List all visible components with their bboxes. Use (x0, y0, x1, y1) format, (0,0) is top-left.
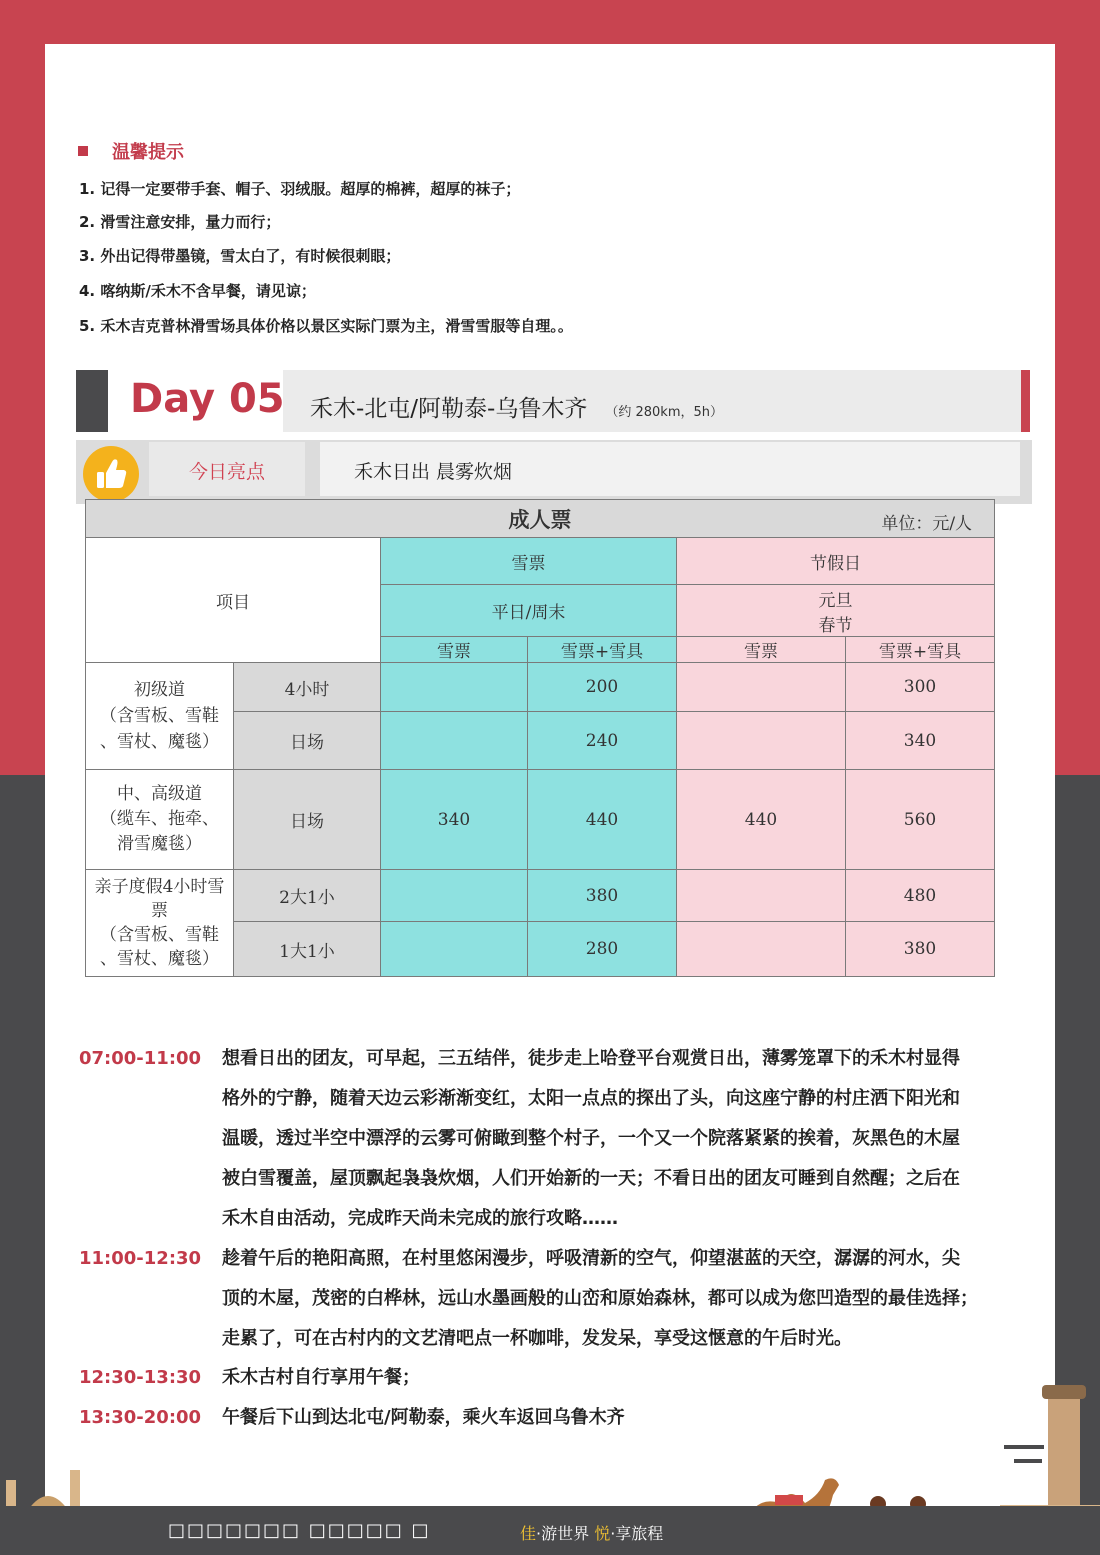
price-cell: 380 (846, 922, 995, 977)
duration-cell: 日场 (234, 770, 381, 870)
table-title: 成人票 (508, 506, 572, 532)
price-cell: 440 (528, 770, 677, 870)
row-advanced-name (86, 770, 234, 870)
price-cell: 200 (528, 663, 677, 712)
price-cell: 440 (677, 770, 846, 870)
schedule-text (222, 1039, 1030, 1239)
schedule-line: 走累了，可在古村内的文艺清吧点一杯咖啡，发发呆，享受这惬意的午后时光。 (222, 1328, 852, 1349)
schedule-time: 13:30-20:00 (79, 1407, 202, 1428)
schedule-line: 想看日出的团友，可早起，三五结伴，徒步走上哈登平台观赏日出，薄雾笼罩下的禾木村显得 (222, 1048, 960, 1069)
tip-item: 5. 禾木吉克普林滑雪场具体价格以景区实际门票为主，滑雪雪服等自理。。 (79, 317, 573, 335)
duration-cell: 2大1小 (234, 870, 381, 922)
item-header (86, 538, 381, 663)
row-name-line: 、雪杖、魔毯） (100, 949, 219, 969)
schedule-line: 顶的木屋，茂密的白桦林，远山水墨画般的山峦和原始森林，都可以成为您凹造型的最佳选择； (222, 1288, 978, 1309)
footer-placeholder-text: □□□□□□□ □□□□□ □ (168, 1520, 431, 1541)
tips-title-text: 温馨提示 (112, 142, 184, 163)
item-header-text: 项目 (216, 592, 250, 613)
duration-cell: 4小时 (234, 663, 381, 712)
schedule-text (222, 1398, 1030, 1438)
schedule-line: 温暖，透过半空中漂浮的云雾可俯瞰到整个村子，一个又一个院落紧紧的挨着，灰黑色的木屋 (222, 1128, 960, 1149)
schedule-text (222, 1239, 1030, 1359)
schedule-line: 格外的宁静，随着天边云彩渐渐变红，太阳一点点的探出了头，向这座宁静的村庄洒下阳光和 (222, 1088, 960, 1109)
schedule-line: 禾木自由活动，完成昨天尚未完成的旅行攻略…… (222, 1208, 618, 1229)
price-cell: 340 (846, 712, 995, 770)
row-name-line: （缆车、拖牵、 (100, 809, 219, 829)
day-banner-left-bar (76, 370, 108, 432)
ticket-price-table (85, 499, 995, 977)
schedule-line: 禾木古村自行享用午餐； (222, 1367, 420, 1388)
holiday-newyear: 元旦 (818, 590, 853, 611)
footer-slogan (520, 1521, 663, 1544)
group-snow-header: 雪票 (381, 538, 677, 585)
square-bullet-icon (78, 146, 88, 156)
group-holiday-header: 节假日 (677, 538, 995, 585)
duration-cell: 1大1小 (234, 922, 381, 977)
price-cell (677, 870, 846, 922)
price-cell: 480 (846, 870, 995, 922)
thumbs-up-icon (83, 446, 139, 502)
schedule-line: 被白雪覆盖，屋顶飘起袅袅炊烟，人们开始新的一天；不看日出的团友可睡到自然醒；之后在 (222, 1168, 960, 1189)
row-family-name (86, 870, 234, 977)
row-name-line: 滑雪魔毯） (117, 834, 202, 854)
tip-item: 3. 外出记得带墨镜，雪太白了，有时候很刺眼； (79, 247, 401, 265)
slogan-part: 悦 (594, 1524, 611, 1543)
tip-item: 2. 滑雪注意安排，量力而行； (79, 213, 281, 231)
schedule-text (222, 1358, 1030, 1398)
route-distance: （约 280km，5h） (605, 405, 724, 420)
price-cell: 300 (846, 663, 995, 712)
tip-item: 4. 喀纳斯/禾木不含早餐，请见谅； (79, 282, 316, 300)
row-name-line: 、雪杖、魔毯） (100, 732, 219, 752)
slogan-part: ·享旅程 (610, 1524, 664, 1543)
day-route (310, 390, 723, 423)
price-cell (677, 712, 846, 770)
thumbs-up-icon-svg (83, 446, 139, 502)
col-ticket: 雪票 (381, 637, 528, 663)
schedule-time: 11:00-12:30 (79, 1248, 202, 1269)
row-name-line: 初级道 (134, 680, 185, 700)
duration-cell: 日场 (234, 712, 381, 770)
row-name-line: 亲子度假4小时雪 (94, 877, 225, 897)
price-cell: 380 (528, 870, 677, 922)
slogan-part: 佳 (520, 1524, 537, 1543)
row-name-line: （含雪板、雪鞋 (100, 925, 219, 945)
schedule-line: 午餐后下山到达北屯/阿勒泰，乘火车返回乌鲁木齐 (222, 1407, 625, 1428)
col-ticket-gear: 雪票+雪具 (528, 637, 677, 663)
price-cell (677, 663, 846, 712)
day-number: Day 05 (130, 376, 285, 422)
price-cell (381, 922, 528, 977)
slogan-part: ·游世界 (536, 1524, 590, 1543)
col-ticket: 雪票 (677, 637, 846, 663)
price-cell (381, 712, 528, 770)
route-text: 禾木-北屯/阿勒泰-乌鲁木齐 (310, 396, 588, 422)
schedule-line: 趁着午后的艳阳高照，在村里悠闲漫步，呼吸清新的空气，仰望湛蓝的天空，潺潺的河水，尖 (222, 1248, 960, 1269)
price-cell: 340 (381, 770, 528, 870)
highlight-text: 禾木日出 晨雾炊烟 (320, 442, 1020, 496)
footer-bar (0, 1506, 1100, 1555)
row-beginner-name (86, 663, 234, 770)
price-cell (381, 663, 528, 712)
price-cell (677, 922, 846, 977)
row-name-line: （含雪板、雪鞋 (100, 706, 219, 726)
holiday-spring: 春节 (818, 615, 853, 636)
schedule-time: 07:00-11:00 (79, 1048, 202, 1069)
price-cell: 280 (528, 922, 677, 977)
row-name-line: 票 (151, 901, 168, 921)
col-ticket-gear: 雪票+雪具 (846, 637, 995, 663)
tip-item: 1. 记得一定要带手套、帽子、羽绒服。超厚的棉裤，超厚的袜子； (79, 180, 521, 198)
sub-weekday-header: 平日/周末 (381, 585, 677, 637)
schedule-time: 12:30-13:30 (79, 1367, 202, 1388)
tips-heading (78, 138, 184, 164)
highlight-label: 今日亮点 (149, 442, 305, 496)
table-title-cell (86, 500, 995, 538)
price-cell: 560 (846, 770, 995, 870)
price-cell: 240 (528, 712, 677, 770)
day-banner-right-bar (1021, 370, 1030, 432)
table-unit: 单位：元/人 (881, 514, 973, 534)
row-name-line: 中、高级道 (117, 784, 202, 804)
sub-holiday-header (677, 585, 995, 637)
price-cell (381, 870, 528, 922)
